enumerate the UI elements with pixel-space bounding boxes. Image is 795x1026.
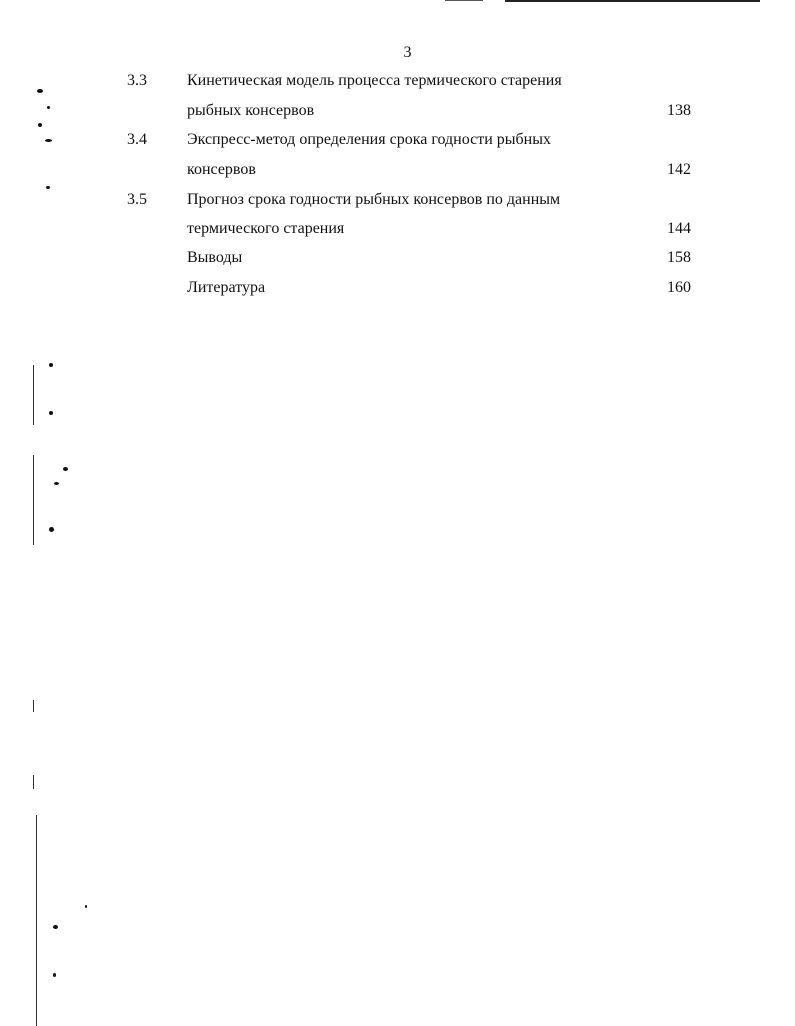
scan-speck [49, 411, 53, 415]
scan-speck [54, 482, 59, 485]
scan-edge-line [33, 775, 34, 789]
scan-speck [63, 467, 68, 471]
toc-line [0, 160, 795, 180]
toc-entry-title: Литература [187, 279, 266, 296]
toc-section-number: 3.5 [127, 191, 147, 208]
toc-line [0, 190, 795, 210]
scan-speck [49, 527, 54, 532]
scan-top-rule [445, 0, 483, 1]
toc-entry-title: рыбных консервов [187, 102, 315, 119]
toc-entry-title: консервов [187, 161, 256, 178]
scan-speck [46, 186, 50, 189]
toc-entry-title: Кинетическая модель процесса термического старения [187, 72, 562, 89]
toc-section-number: 3.4 [127, 131, 147, 148]
scan-edge-line [33, 455, 34, 545]
toc-page-number: 142 [667, 161, 691, 178]
scan-speck [38, 123, 42, 127]
toc-line [0, 219, 795, 239]
scan-speck [53, 973, 56, 977]
scan-edge-line [33, 365, 34, 425]
toc-page-number: 160 [667, 279, 691, 296]
toc-line [0, 71, 795, 91]
toc-entry-title: Прогноз срока годности рыбных консервов по данным [187, 191, 561, 208]
toc-line [0, 130, 795, 150]
scan-speck [53, 925, 58, 929]
toc-entry-title: Выводы [187, 249, 243, 266]
toc-page-number: 158 [667, 249, 691, 266]
scan-edge-line [36, 815, 37, 1026]
scan-edge-line [33, 700, 34, 712]
toc-line [0, 248, 795, 268]
toc-entry-title: термического старения [187, 220, 345, 237]
page-number: 3 [403, 44, 412, 61]
toc-line [0, 101, 795, 121]
toc-section-number: 3.3 [127, 72, 147, 89]
scan-top-rule [505, 0, 760, 2]
scan-speck [85, 905, 87, 908]
toc-page-number: 144 [667, 220, 691, 237]
toc-line [0, 278, 795, 298]
toc-entry-title: Экспресс-метод определения срока годности рыбных [187, 131, 551, 148]
toc-page-number: 138 [667, 102, 691, 119]
scan-speck [49, 363, 53, 367]
